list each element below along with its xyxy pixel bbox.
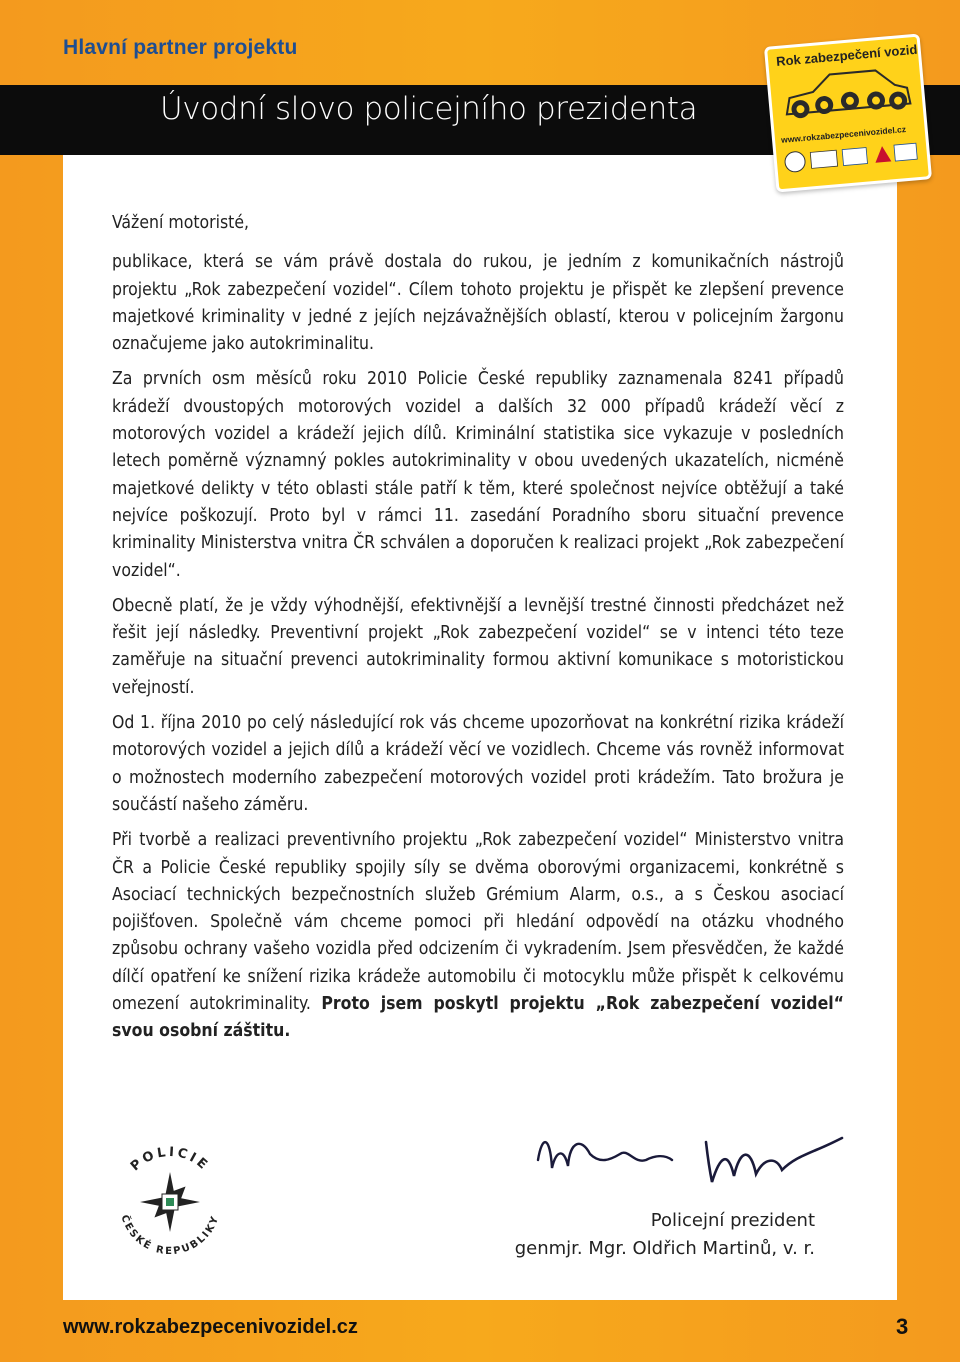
handwritten-signature	[530, 1120, 850, 1200]
police-seal-icon	[110, 1142, 230, 1262]
letter-salutation: Vážení motoristé,	[112, 213, 250, 233]
letter-bold-statement: Proto jsem poskytl projektu „Rok zabezpečení vozidel“ svou osobní záštitu.	[112, 994, 844, 1042]
badge-url: www.rokzabezpecenivozidel.cz	[780, 124, 907, 145]
letter-paragraph: Obecně platí, že je vždy výhodnější, efektivnější a levnější trestné činnosti předcházet než řešit její následky. Preventivní projekt „Rok zabezpečení vozidel“ se v intenci této teze zaměřuje na situační prevenci autokriminality formou aktivní komunikace s motoristickou veřejností.	[112, 595, 844, 698]
badge-title: Rok zabezpečení vozidel	[775, 40, 929, 70]
page-number: 3	[896, 1314, 909, 1339]
partner-logos-icon	[782, 137, 922, 181]
svg-text:POLICIE: POLICIE	[127, 1144, 213, 1175]
footer-url-link[interactable]: www.rokzabezpecenivozidel.cz	[63, 1316, 358, 1338]
car-illustration-icon	[777, 57, 917, 133]
letter-body	[112, 210, 844, 1054]
letter-paragraph-last	[112, 827, 844, 1045]
signatory-name: genmjr. Mgr. Oldřich Martinů, v. r.	[514, 1238, 815, 1259]
letter-paragraph: Od 1. října 2010 po celý následující rok vás chceme upozorňovat na konkrétní rizika krádeží motorových vozidel a jejich dílů a krádeží věcí ve vozidlech. Chceme vás rovněž informovat o možnostech moderního zabezpečení motorových vozidel proti krádežím. Tato brožura je součástí našeho záměru.	[112, 713, 844, 815]
partner-label: Hlavní partner projektu	[63, 36, 298, 59]
letter-paragraph: publikace, která se vám právě dostala do rukou, je jedním z komunikačních nástrojů projektu „Rok zabezpečení vozidel“. Cílem tohoto projektu je přispět ke zlepšení prevence majetkové kriminality v jedné z jejích nejzávažnějších oblastí, kterou v policejním žargonu označujeme jako autokriminalitu.	[112, 252, 844, 355]
signatory-role: Policejní prezident	[650, 1210, 815, 1231]
signature-block	[440, 1207, 815, 1263]
svg-text:ČESKÉ REPUBLIKY: ČESKÉ REPUBLIKY	[118, 1213, 222, 1258]
letter-paragraph-text: Při tvorbě a realizaci preventivního projektu „Rok zabezpečení vozidel“ Ministerstvo vnitra ČR a Policie České republiky spojily síly se dvěma oborovými organizacemi, konkrétně s Asociací technických bezpečnostních služeb Grémium Alarm, o.s., a s Českou asociací pojišťoven. Společně vám chceme pomoci při hledání odpovědí na otázku vhodného způsobu ochrany vašeho vozidla před odcizením či vykradením. Jsem přesvědčen, že každé dílčí opatření ke snížení rizika krádeže automobilu či motocyklu může přispět k celkovému omezení autokriminality.	[112, 830, 844, 1015]
page-title: Úvodní slovo policejního prezidenta	[160, 91, 698, 127]
project-badge-logo	[764, 33, 932, 192]
letter-paragraph: Za prvních osm měsíců roku 2010 Policie České republiky zaznamenala 8241 případů krádeží dvoustopých motorových vozidel a dalších 32 000 případů krádeží věcí z motorových vozidel a krádeží jejich dílů. Kriminální statistika sice vykazuje v posledních letech poměrně významný pokles autokriminality v obou uvedených ukazatelích, nicméně majetkové delikty v této oblasti stále patří k těm, které společnost nejvíce obtěžují a také nejvíce poškozují. Proto byl v rámci 11. zasedání Poradního sboru situační prevence kriminality Ministerstva vnitra ČR schválen a doporučen k realizaci projekt „Rok zabezpečení vozidel“.	[112, 369, 844, 581]
